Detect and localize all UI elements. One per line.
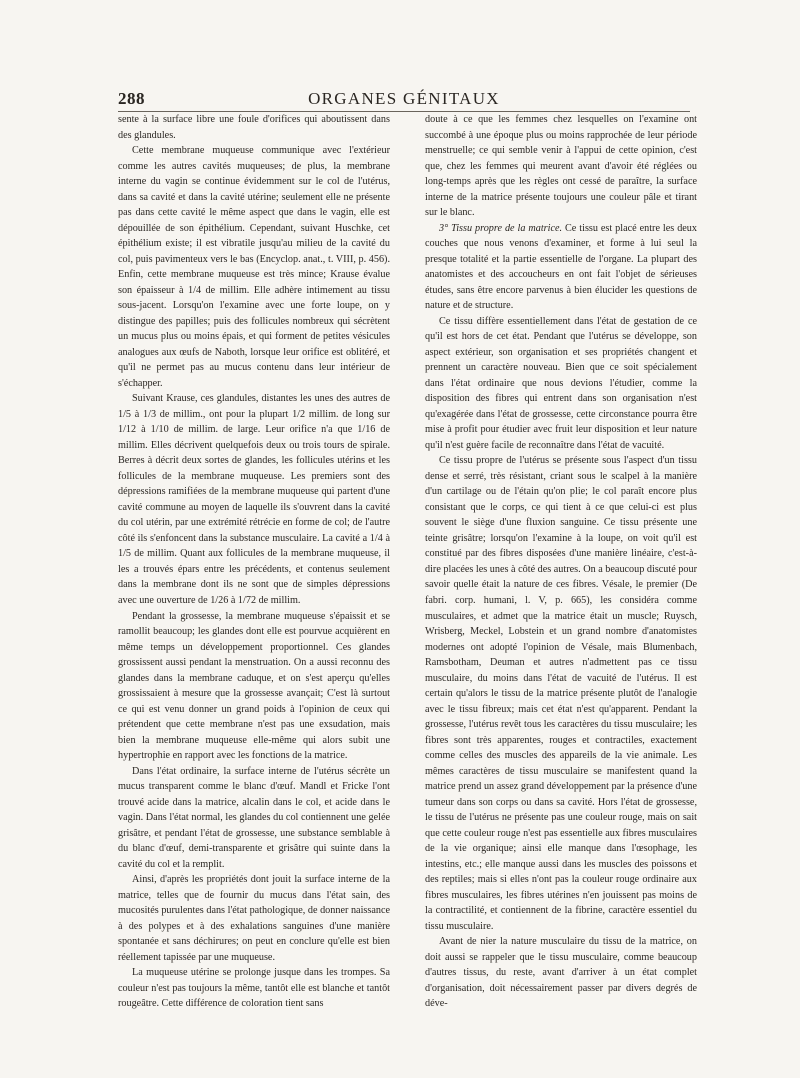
right-column [425,112,697,1012]
section-paragraph [425,221,697,314]
section-text: Ce tissu est placé entre les deux couches que nous venons d'examiner, et forme à lui seul la presque totalité et la partie essentielle de l'organe. La plupart des anatomistes et des accoucheurs en ont fait l'objet de sérieuses études, sans être encore parvenus à bien élucider les questions de nature et de structure. [425,222,697,312]
paragraph: Ce tissu diffère essentiellement dans l'état de gestation de ce qu'il est hors de cet état. Pendant que l'utérus se développe, son aspect extérieur, son organisation et ses propriétés changent et prennent un caractère nouveau. Bien que ce soit spécialement dans l'état ordinaire que nous devions l'étudier, comme la disposition des fibres qui entrent dans son organisation n'est qu'exagérée dans l'état de grossesse, cette circonstance pourra être mise à profit pour étudier avec fruit leur disposition et leur nature qu'il n'est guère facile de reconnaître dans l'état de vacuité. [425,315,697,451]
paragraph: Avant de nier la nature musculaire du tissu de la matrice, on doit aussi se rappeler que le tissu musculaire, comme beaucoup d'autres tissus, du reste, avant d'arriver à un état complet d'organisation, doit nécessairement passer par divers degrés de déve- [425,936,697,1010]
page-number: 288 [118,89,145,108]
paragraph: Cette membrane muqueuse communique avec l'extérieur comme les autres cavités muqueuses; de plus, la membrane interne du vagin se continue évidemment sur le col de l'utérus, dans sa cavité et dans la cavité utérine; seulement elle ne présente pas dans cette cavité le même aspect que dans le vagin, elle est dépouillée de son épithélium. Cependant, suivant Huschke, cet épithélium existe; il est vibratile jusqu'au milieu de la cavité du col, puis pavimenteux vers le bas (Encyclop. anat., t. VIII, p. 456). Enfin, cette membrane muqueuse est très mince; Krause évalue son épaisseur à 1/4 de millim. Elle adhère intimement au tissu sous-jacent. Lorsqu'on l'examine avec une forte loupe, on y distingue des papilles; puis des follicules nombreux qui sécrètent un mucus plus ou moins épais, et qui forment de petites vésicules analogues aux œufs de Naboth, lorsque leur orifice est oblitéré, et qu'il ne permet pas au mucus contenu dans leur intérieur de s'échapper. [118,145,390,389]
paragraph: sente à la surface libre une foule d'orifices qui aboutissent dans des glandules. [118,114,390,141]
paragraph: Suivant Krause, ces glandules, distantes les unes des autres de 1/5 à 1/3 de millim., ont pour la plupart 1/2 millim. de long sur 1/12 à 1/10 de millim. de large. Leur orifice n'a que 1/16 de millim. Elles décrivent quelquefois deux ou trois tours de spirale. Berres à décrit deux sortes de glandes, les follicules utérins et les follicules de la membrane muqueuse. Les premiers sont des dépressions ramifiées de la membrane muqueuse qui partent d'une cavité commune au moyen de laquelle ils s'ouvrent dans la cavité du col utérin, par une extrémité rétrécie en forme de col; de l'autre côté ils s'enfoncent dans la substance musculaire. La cavité a 1/4 à 1/5 de millim. Quant aux follicules de la membrane muqueuse, il les a trouvés épars entre les précédents, et contenus seulement dans la membrane dont ils ne sont que de simples dépressions avec une ouverture de 1/26 à 1/72 de millim. [118,393,390,606]
section-heading: 3° Tissu propre de la matrice. [439,222,563,234]
paragraph: La muqueuse utérine se prolonge jusque dans les trompes. Sa couleur n'est pas toujours la même, tantôt elle est blanche et tantôt rougeâtre. Cette différence de coloration tient sans [118,967,390,1010]
paragraph: doute à ce que les femmes chez lesquelles on l'examine ont succombé à une époque plus ou moins rapprochée de leur période menstruelle; ce qui semble venir à l'appui de cette opinion, c'est que, chez les femmes qui meurent avant d'avoir été réglées ou long-temps après que les règles ont cessé de paraître, la surface interne de la matrice présente toujours une couleur pâle et tirant sur le blanc. [425,114,697,219]
paragraph: Ce tissu propre de l'utérus se présente sous l'aspect d'un tissu dense et serré, très résistant, criant sous le scalpel à la manière d'un cartilage ou de l'étain qu'on plie; le col paraît encore plus consistant que le corps, ce qui tient à ce que celui-ci est plus souvent le siège d'une fluxion sanguine. Ce tissu présente une teinte grisâtre; lorsqu'on l'examine à la loupe, on voit qu'il est constitué par des fibres disposées d'une manière linéaire, c'est-à-dire placées les unes à côté des autres. On a beaucoup discuté pour savoir quelle était la nature de ces fibres. Vésale, le premier (De fabri. corp. humani, l. V, p. 665), les considéra comme musculaires, et admet que la matrice était un muscle; Ruysch, Wrisberg, Meckel, Lobstein et un grand nombre d'anatomistes modernes ont adopté l'opinion de Vésale, mais Blumenbach, Ramsbotham, Deuman et autres n'admettent pas ce tissu musculaire, du moins dans l'état de vacuité de l'utérus. Il est certain qu'alors le tissu de la matrice présente plutôt de l'analogie avec le tissu fibreux; mais cet état n'est qu'apparent. Pendant la grossesse, l'utérus revêt tous les caractères du tissu musculaire; les fibres sont très apparentes, rouges et contractiles, exactement comme celles des muscles des appareils de la vie animale. Les mêmes caractères de tissu musculaire se manifestent quand la matrice prend un assez grand développement par la présence d'une tumeur dans son corps ou dans sa cavité. Hors l'état de grossesse, le tissu de l'utérus ne présente pas une couleur rouge, mais on sait que cette couleur rouge n'est pas essentielle aux fibres musculaires de la vie organique; ainsi elle manque dans l'œsophage, les intestins, etc.; elle manque aussi dans les muscles des poissons et des reptiles; mais si elles n'ont pas la couleur rouge ordinaire aux fibres musculaires, les fibres utérines n'en jouissent pas moins de la contractilité, et contiennent de la fibrine, caractère essentiel du tissu musculaire. [425,455,697,932]
left-column [118,112,390,1012]
running-title: ORGANES GÉNITAUX [308,89,500,108]
paragraph: Ainsi, d'après les propriétés dont jouit la surface interne de la matrice, telles que de fournir du mucus dans l'état sain, des mucosités purulentes dans l'état pathologique, de donner naissance à des polypes et à des exhalations sanguines d'une manière spontanée et sans déchirures; on peut en conclure qu'elle est bien réellement tapissée par une muqueuse. [118,874,390,963]
paragraph: Dans l'état ordinaire, la surface interne de l'utérus sécrète un mucus transparent comme le blanc d'œuf. Mandl et Fricke l'ont trouvé acide dans la matrice, alcalin dans le col, et acide dans le vagin. Dans l'état normal, les glandes du col contiennent une gelée grisâtre, et pendant l'état de grossesse, une substance semblable à du blanc d'œuf, demi-transparente et grisâtre qui suinte dans la cavité du col et la remplit. [118,765,390,870]
paragraph: Pendant la grossesse, la membrane muqueuse s'épaissit et se ramollit beaucoup; les glandes dont elle est pourvue acquièrent en même temps un développement proportionnel. Ces glandes grossissent aussi pendant la menstruation. On a aussi reconnu des glandes dans la membrane caduque, et on s'est aperçu qu'elles grossissaient à mesure que la grossesse avançait; C'est là surtout ce qui est venu donner un grand poids à l'opinion de ceux qui prétendent que cette membrane n'est pas une exsudation, mais bien la membrane muqueuse elle-même qui alors subit une hypertrophie en rapport avec les fonctions de la matrice. [118,610,390,762]
page-header [118,89,690,112]
